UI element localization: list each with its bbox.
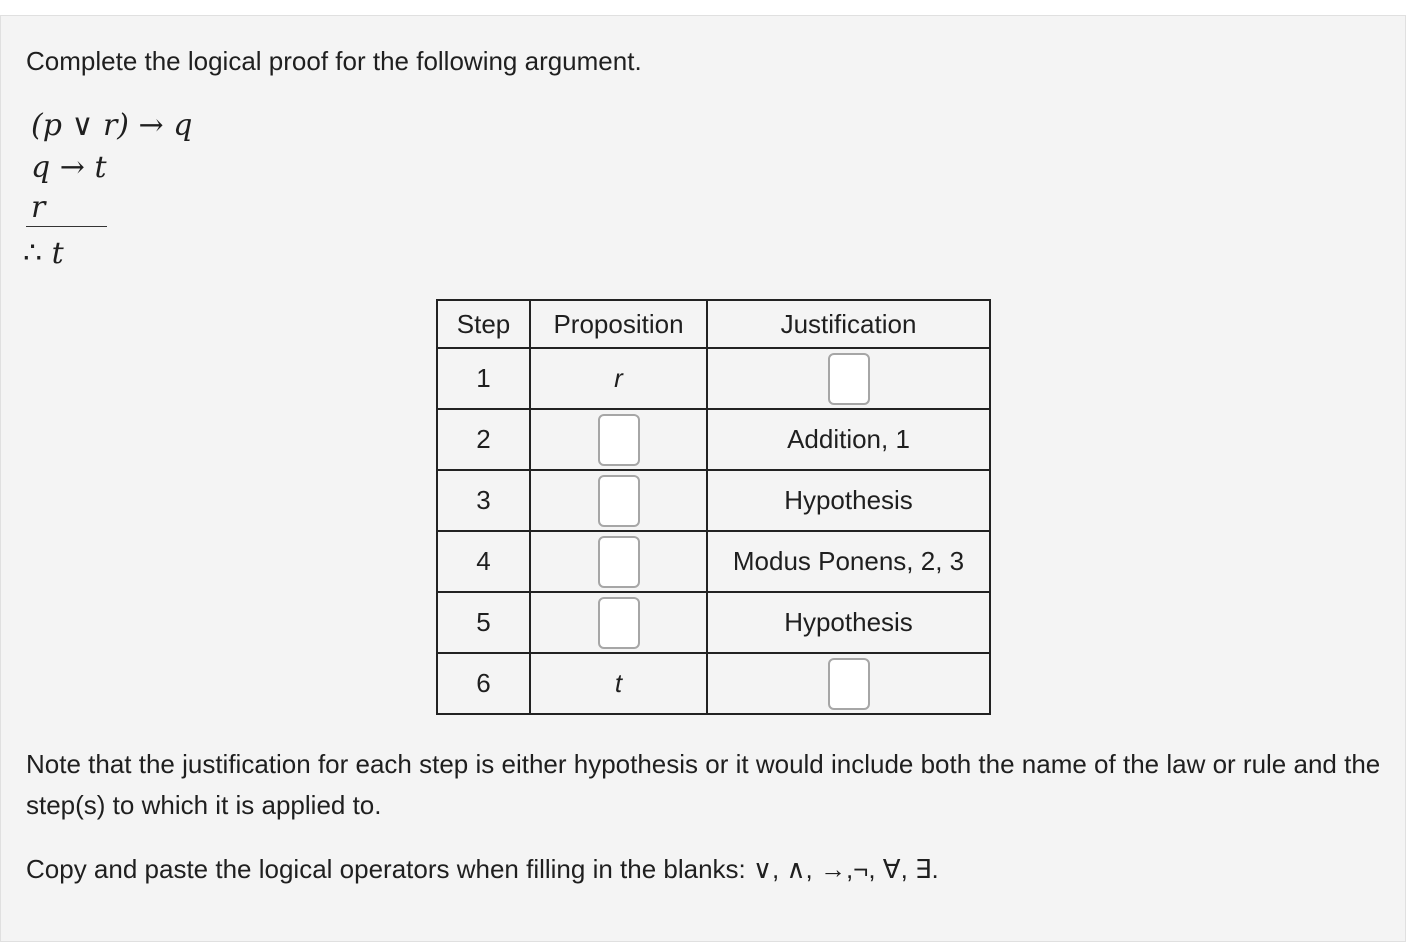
proposition-blank-input[interactable] xyxy=(598,536,640,588)
table-row xyxy=(437,592,990,653)
proposition-cell xyxy=(530,470,707,531)
justification-value: Addition, 1 xyxy=(707,409,990,470)
proposition-value: t xyxy=(530,653,707,714)
proposition-value: r xyxy=(530,348,707,409)
question-panel xyxy=(0,15,1406,942)
operators-instruction: Copy and paste the logical operators when filling in the blanks: ∨, ∧, →,¬, ∀, ∃. xyxy=(26,854,939,884)
conclusion: ∴ t xyxy=(23,236,64,271)
proposition-cell xyxy=(530,592,707,653)
justification-value: Modus Ponens, 2, 3 xyxy=(707,531,990,592)
step-number: 2 xyxy=(437,409,530,470)
proposition-cell xyxy=(530,409,707,470)
table-row xyxy=(437,653,990,714)
justification-value: Hypothesis xyxy=(707,470,990,531)
table-row xyxy=(437,348,990,409)
proof-table-header xyxy=(437,300,990,348)
header-justification: Justification xyxy=(707,300,990,348)
justification-cell xyxy=(707,653,990,714)
step-number: 3 xyxy=(437,470,530,531)
table-row xyxy=(437,531,990,592)
proof-table xyxy=(436,299,991,715)
table-row xyxy=(437,409,990,470)
proposition-blank-input[interactable] xyxy=(598,414,640,466)
premise-1: (p ∨ r) → q xyxy=(31,108,193,143)
proposition-blank-input[interactable] xyxy=(598,597,640,649)
proposition-blank-input[interactable] xyxy=(598,475,640,527)
justification-note: Note that the justification for each step is either hypothesis or it would include both the name of the law or rule and the step(s) to which it is applied to. xyxy=(26,749,1381,820)
question-prompt: Complete the logical proof for the following argument. xyxy=(26,46,642,76)
justification-blank-input[interactable] xyxy=(828,353,870,405)
premise-2: q → t xyxy=(31,150,107,185)
premise-3: r xyxy=(31,190,46,225)
justification-cell xyxy=(707,348,990,409)
proposition-cell xyxy=(530,531,707,592)
header-proposition: Proposition xyxy=(530,300,707,348)
argument-divider xyxy=(26,226,107,227)
justification-blank-input[interactable] xyxy=(828,658,870,710)
step-number: 4 xyxy=(437,531,530,592)
therefore-symbol: ∴ xyxy=(23,236,52,271)
table-row xyxy=(437,470,990,531)
justification-value: Hypothesis xyxy=(707,592,990,653)
step-number: 1 xyxy=(437,348,530,409)
header-step: Step xyxy=(437,300,530,348)
step-number: 5 xyxy=(437,592,530,653)
step-number: 6 xyxy=(437,653,530,714)
